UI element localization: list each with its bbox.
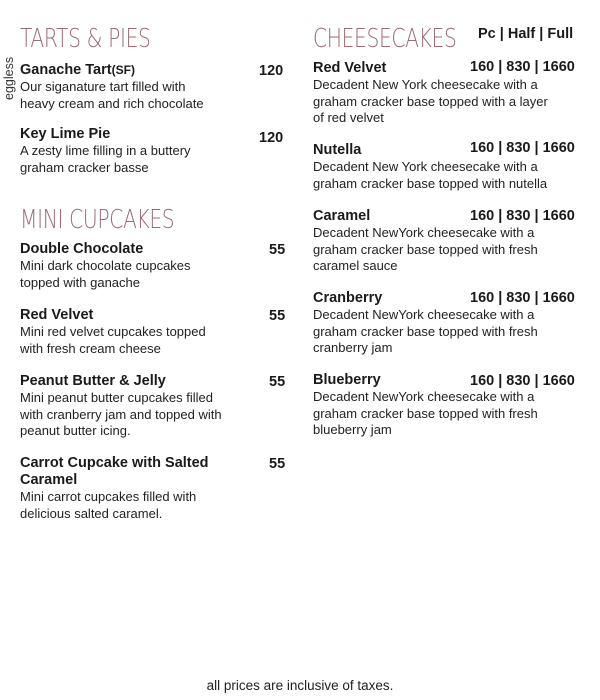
item-name: Key Lime Pie bbox=[20, 126, 111, 142]
item-name: Peanut Butter & Jelly bbox=[20, 373, 166, 389]
menu-item-key-lime-pie bbox=[20, 126, 250, 176]
item-tag: (SF) bbox=[111, 63, 135, 77]
item-name: Blueberry bbox=[313, 372, 381, 388]
item-description: Decadent NewYork cheesecake with a graham cracker base topped with fresh cranberry jam bbox=[313, 307, 538, 355]
item-description: Decadent New York cheesecake with a graham cracker base topped with a layer of red velvet bbox=[313, 77, 548, 125]
item-price: 55 bbox=[269, 374, 286, 390]
item-description: Decadent NewYork cheesecake with a graham cracker base topped with fresh blueberry jam bbox=[313, 389, 538, 437]
item-price: 120 bbox=[259, 63, 284, 79]
item-description: Decadent New York cheesecake with a graham cracker base topped with nutella bbox=[313, 159, 548, 191]
menu-item-ganache-tart bbox=[20, 62, 250, 112]
section-title-mini-cupcakes: MINI CUPCAKES bbox=[20, 205, 175, 235]
item-description: Our siganature tart filled with heavy cream and rich chocolate bbox=[20, 79, 204, 111]
item-name: Red Velvet bbox=[20, 307, 94, 323]
item-price: 120 bbox=[259, 130, 284, 146]
menu-item-double-chocolate bbox=[20, 241, 250, 291]
item-description: Mini peanut butter cupcakes filled with cranberry jam and topped with peanut butter icing. bbox=[20, 390, 222, 438]
item-name: Double Chocolate bbox=[20, 241, 144, 257]
item-description: A zesty lime filling in a buttery graham cracker basse bbox=[20, 143, 191, 175]
footer-note: all prices are inclusive of taxes. bbox=[206, 678, 394, 693]
item-name: Nutella bbox=[313, 142, 362, 158]
item-description: Mini dark chocolate cupcakes topped with ganache bbox=[20, 258, 191, 290]
item-price: 160 | 830 | 1660 bbox=[470, 373, 575, 389]
menu-item-red-velvet-cupcake bbox=[20, 307, 250, 357]
item-price: 160 | 830 | 1660 bbox=[470, 59, 575, 75]
menu-item-peanut-butter-jelly bbox=[20, 373, 250, 440]
item-price: 160 | 830 | 1660 bbox=[470, 290, 575, 306]
menu-item-carrot-cupcake bbox=[20, 455, 250, 522]
item-name: Caramel bbox=[313, 208, 371, 224]
item-description: Mini red velvet cupcakes topped with fresh cream cheese bbox=[20, 324, 206, 356]
item-price: 55 bbox=[269, 242, 286, 258]
item-description: Mini carrot cupcakes filled with delicious salted caramel. bbox=[20, 489, 197, 521]
section-title-tarts-pies: TARTS & PIES bbox=[20, 24, 151, 54]
item-price: 55 bbox=[269, 456, 286, 472]
item-name: Carrot Cupcake with Salted Caramel bbox=[20, 455, 209, 488]
item-price: 160 | 830 | 1660 bbox=[470, 140, 575, 156]
item-name: Ganache Tart(SF) bbox=[20, 62, 135, 78]
item-description: Decadent NewYork cheesecake with a graham cracker base topped with fresh caramel sauce bbox=[313, 225, 538, 273]
item-name: Red Velvet bbox=[313, 60, 387, 76]
item-price: 55 bbox=[269, 308, 286, 324]
eggless-label: eggless bbox=[2, 56, 16, 100]
section-title-cheesecakes: CHEESECAKES bbox=[313, 24, 457, 54]
item-price: 160 | 830 | 1660 bbox=[470, 208, 575, 224]
size-header: Pc | Half | Full bbox=[478, 26, 574, 42]
item-name: Cranberry bbox=[313, 290, 383, 306]
